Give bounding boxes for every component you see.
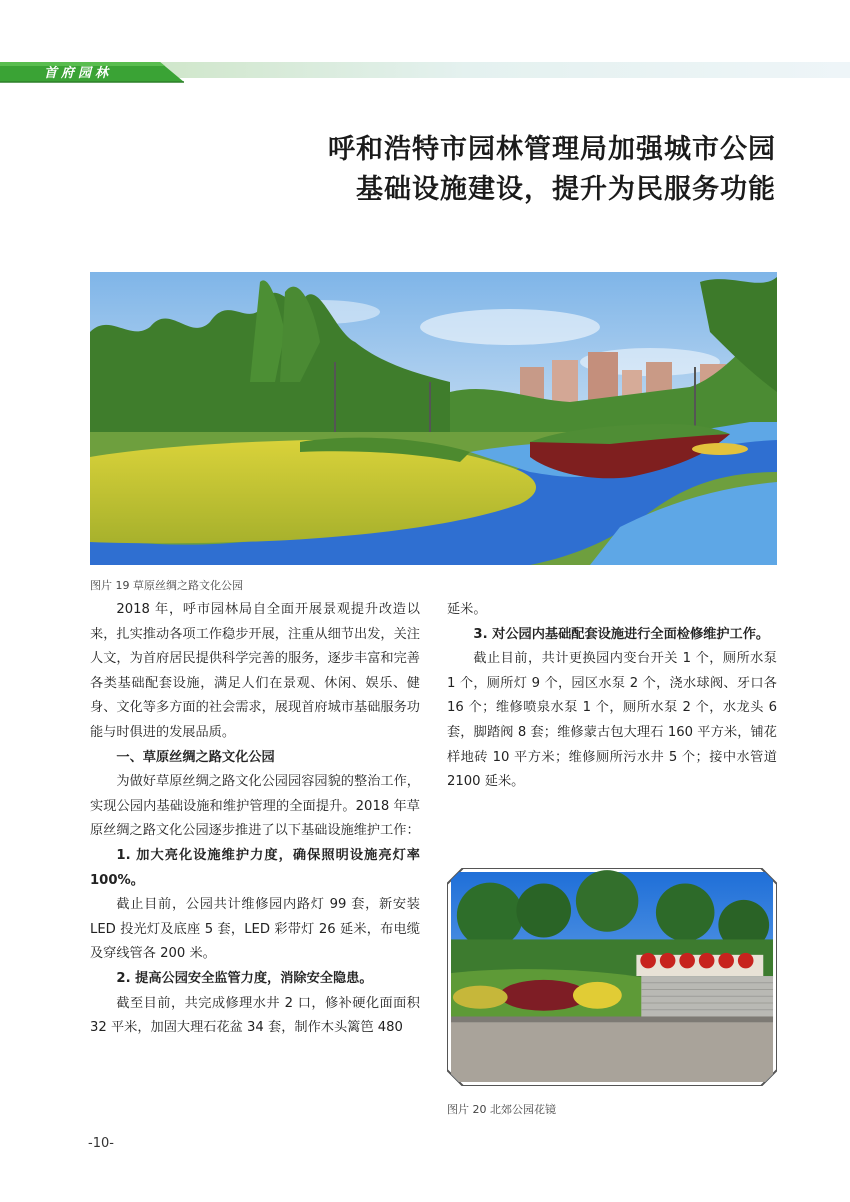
item-2-body: 截至目前，共完成修理水井 2 口，修补硬化面面积 32 平米，加固大理石花盆 34 套，制作木头篱笆 480 (90, 995, 420, 1036)
item-2-body-continued: 延米。 (447, 602, 487, 617)
figure-20-caption: 图片 20 北郊公园花镜 (447, 1103, 556, 1116)
article-title (328, 130, 776, 210)
paragraph-park-maintenance: 为做好草原丝绸之路文化公园园容园貌的整治工作，实现公园内基础设施和维护管理的全面提升。2018 年草原丝绸之路文化公园逐步推进了以下基础设施维护工作： (90, 774, 420, 839)
item-3-body: 截止目前，共计更换园内变台开关 1 个，厕所水泵 1 个，厕所灯 9 个，园区水泵 2 个，浇水球阀、牙口各 16 个；维修喷泉水泵 1 个，厕所水泵 2 个，水龙头 6 套，脚踏阀 8 套；维修蒙古包大理石 160 平方米，铺花样地砖 10 平方米；维修厕所污水井 5 个；接中水管道 2100 延米。 (447, 651, 777, 790)
item-1-body: 截止目前，公园共计维修园内路灯 99 套，新安装 LED 投光灯及底座 5 套，LED 彩带灯 26 延米，布电缆及穿线管各 200 米。 (90, 897, 420, 962)
intro-paragraph: 2018 年，呼市园林局自全面开展景观提升改造以来，扎实推动各项工作稳步开展，注重从细节出发，关注人文，为首府居民提供科学完善的服务，逐步丰富和完善各类基础配套设施，满足人们在景观、休闲、娱乐、健身、文化等多方面的社会需求，展现首府城市基础服务功能与时俱进的发展品质。 (90, 602, 420, 740)
item-2-title: 2. 提高公园安全监管力度，消除安全隐患。 (116, 970, 373, 986)
section-header-band (0, 60, 850, 84)
park-panorama-photo (90, 272, 777, 565)
page-number: -10- (88, 1136, 114, 1151)
section-tag-label: 首府园林 (44, 66, 113, 81)
article-title-line-1: 呼和浩特市园林管理局加强城市公园 (328, 134, 776, 165)
right-column-text (447, 598, 777, 795)
figure-19-caption: 图片 19 草原丝绸之路文化公园 (90, 579, 243, 592)
section-heading-1: 一、草原丝绸之路文化公园 (116, 749, 275, 765)
flower-border-photo (447, 868, 777, 1086)
article-title-line-2: 基础设施建设，提升为民服务功能 (356, 174, 776, 205)
item-3-title: 3. 对公园内基础配套设施进行全面检修维护工作。 (473, 626, 770, 642)
left-column-text (90, 598, 420, 1041)
header-gradient-bar (150, 62, 850, 78)
item-1-title: 1. 加大亮化设施维护力度，确保照明设施亮灯率 100%。 (90, 847, 420, 888)
